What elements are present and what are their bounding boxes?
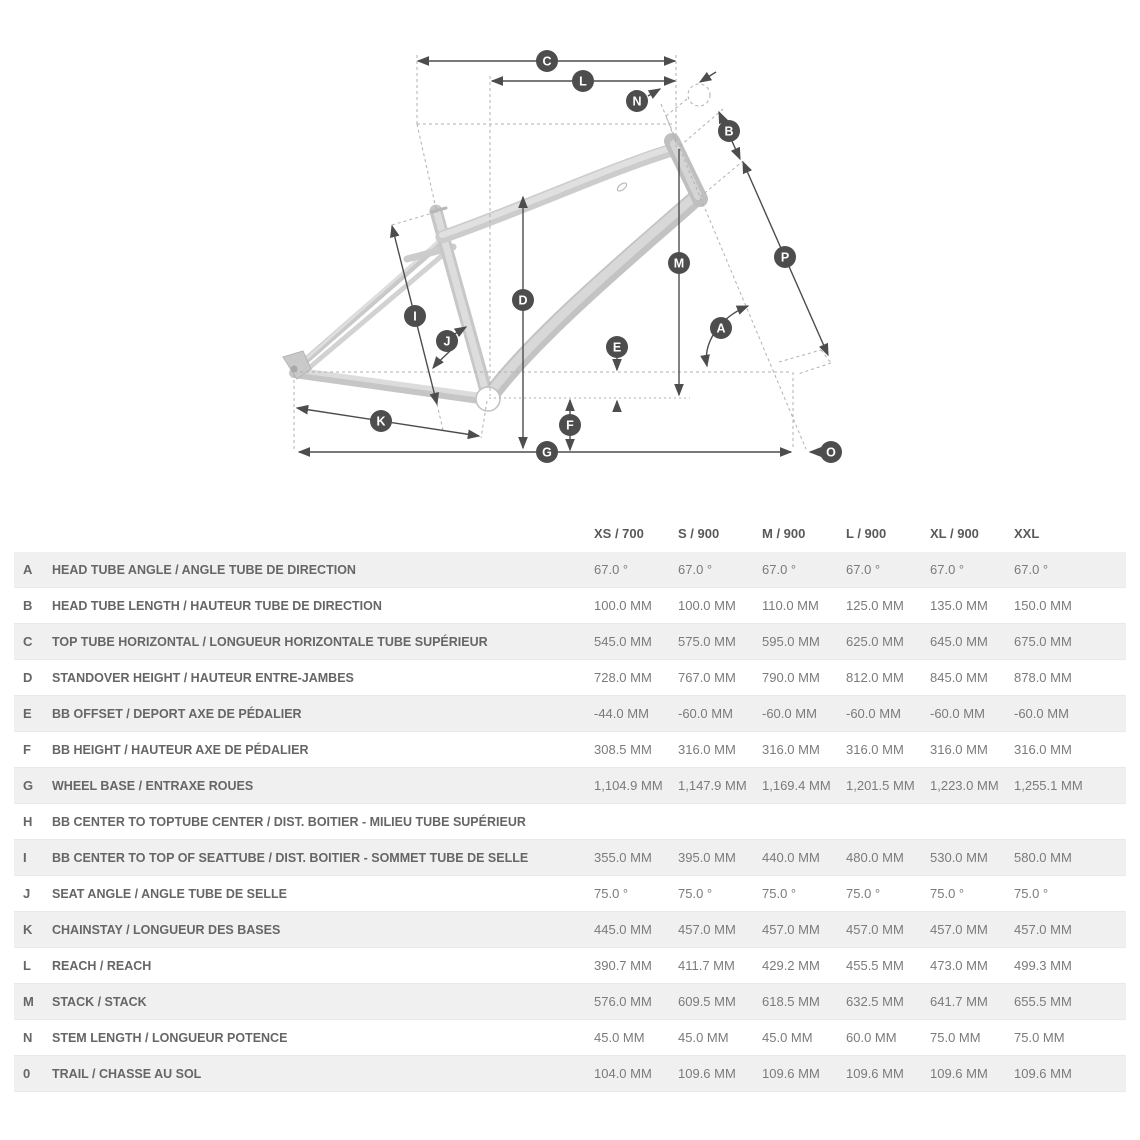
row-value: 308.5 MM xyxy=(594,742,652,757)
table-header-row xyxy=(14,513,1126,552)
row-value: 395.0 MM xyxy=(678,850,736,865)
svg-text:L: L xyxy=(579,74,587,89)
row-value: 457.0 MM xyxy=(678,922,736,937)
row-value: 530.0 MM xyxy=(930,850,988,865)
badge-d xyxy=(512,289,534,311)
row-value: 675.0 MM xyxy=(1014,634,1072,649)
svg-text:P: P xyxy=(780,250,790,265)
table-body xyxy=(14,552,1126,1092)
row-value: 545.0 MM xyxy=(594,634,652,649)
row-value: 67.0 ° xyxy=(762,562,797,577)
row-key: G xyxy=(23,778,34,793)
table-row xyxy=(14,804,1126,840)
row-value: 150.0 MM xyxy=(1014,598,1072,613)
row-value xyxy=(832,804,916,840)
row-label: CHAINSTAY / LONGUEUR DES BASES xyxy=(52,922,281,937)
row-value xyxy=(580,804,664,840)
table-row xyxy=(14,552,1126,588)
row-value: 316.0 MM xyxy=(846,742,904,757)
row-value xyxy=(1000,804,1126,840)
row-value: 878.0 MM xyxy=(1014,670,1072,685)
row-key: J xyxy=(23,886,31,901)
svg-text:D: D xyxy=(518,293,528,308)
header-spacer-key xyxy=(14,513,46,552)
row-key: B xyxy=(23,598,33,613)
header-spacer-label xyxy=(46,513,580,552)
row-value: 316.0 MM xyxy=(762,742,820,757)
row-label: TRAIL / CHASSE AU SOL xyxy=(52,1066,202,1081)
row-value xyxy=(748,804,832,840)
row-label: BB HEIGHT / HAUTEUR AXE DE PÉDALIER xyxy=(52,742,309,757)
row-value: 75.0 ° xyxy=(678,886,713,901)
svg-text:A: A xyxy=(716,321,726,336)
table-row xyxy=(14,984,1126,1020)
row-value: 109.6 MM xyxy=(846,1066,904,1081)
column-header: L / 900 xyxy=(846,526,887,541)
row-value: 1,201.5 MM xyxy=(846,778,915,793)
row-value: 104.0 MM xyxy=(594,1066,652,1081)
row-label: REACH / REACH xyxy=(52,958,152,973)
column-header: XL / 900 xyxy=(930,526,979,541)
row-value: 60.0 MM xyxy=(846,1030,897,1045)
row-value: 812.0 MM xyxy=(846,670,904,685)
cable-port xyxy=(616,181,628,192)
badge-p xyxy=(774,246,796,268)
row-value: -60.0 MM xyxy=(846,706,901,721)
row-value: 109.6 MM xyxy=(1014,1066,1072,1081)
row-value: 576.0 MM xyxy=(594,994,652,1009)
row-value: 1,104.9 MM xyxy=(594,778,663,793)
svg-text:C: C xyxy=(542,54,552,69)
row-value: 390.7 MM xyxy=(594,958,652,973)
row-value: -60.0 MM xyxy=(1014,706,1069,721)
badge-i xyxy=(404,305,426,327)
row-value: 67.0 ° xyxy=(594,562,629,577)
stem-circle xyxy=(688,84,710,106)
row-key: L xyxy=(23,958,31,973)
row-value: 445.0 MM xyxy=(594,922,652,937)
svg-text:I: I xyxy=(413,309,417,324)
badge-c xyxy=(536,50,558,72)
row-label: HEAD TUBE ANGLE / ANGLE TUBE DE DIRECTION xyxy=(52,562,356,577)
row-value: -60.0 MM xyxy=(930,706,985,721)
badge-e xyxy=(606,336,628,358)
row-value: 75.0 MM xyxy=(930,1030,981,1045)
table-row xyxy=(14,840,1126,876)
column-header: XS / 700 xyxy=(594,526,644,541)
row-value: 100.0 MM xyxy=(594,598,652,613)
row-key: 0 xyxy=(23,1066,31,1081)
svg-text:M: M xyxy=(673,256,685,271)
row-key: E xyxy=(23,706,32,721)
table-row xyxy=(14,768,1126,804)
svg-text:O: O xyxy=(826,445,836,460)
badge-l xyxy=(572,70,594,92)
row-value: 75.0 ° xyxy=(594,886,629,901)
badge-n xyxy=(626,90,648,112)
row-value: 45.0 MM xyxy=(678,1030,729,1045)
row-value: 75.0 ° xyxy=(930,886,965,901)
row-value: 67.0 ° xyxy=(930,562,965,577)
row-value: 580.0 MM xyxy=(1014,850,1072,865)
row-value: 429.2 MM xyxy=(762,958,820,973)
badge-a xyxy=(710,317,732,339)
badge-o xyxy=(820,441,842,463)
dim-arc-seat-angle xyxy=(433,349,452,368)
row-label: STACK / STACK xyxy=(52,994,147,1009)
row-value: 790.0 MM xyxy=(762,670,820,685)
row-value: 316.0 MM xyxy=(930,742,988,757)
frame-diagram-svg xyxy=(0,0,1140,505)
row-value: 1,255.1 MM xyxy=(1014,778,1083,793)
row-value: 75.0 ° xyxy=(762,886,797,901)
row-value: 440.0 MM xyxy=(762,850,820,865)
row-value: 125.0 MM xyxy=(846,598,904,613)
row-value: 609.5 MM xyxy=(678,994,736,1009)
row-value: 135.0 MM xyxy=(930,598,988,613)
row-value: 457.0 MM xyxy=(846,922,904,937)
svg-text:K: K xyxy=(376,414,386,429)
table-row xyxy=(14,732,1126,768)
svg-text:F: F xyxy=(566,418,574,433)
badge-m xyxy=(668,252,690,274)
row-value: 316.0 MM xyxy=(678,742,736,757)
svg-text:G: G xyxy=(542,445,552,460)
row-label: SEAT ANGLE / ANGLE TUBE DE SELLE xyxy=(52,886,287,901)
rear-axle xyxy=(291,366,298,373)
construction-lines xyxy=(294,55,831,450)
row-value: 109.6 MM xyxy=(930,1066,988,1081)
row-value: 67.0 ° xyxy=(1014,562,1049,577)
row-value: 1,223.0 MM xyxy=(930,778,999,793)
row-value: 1,169.4 MM xyxy=(762,778,831,793)
geometry-table xyxy=(14,513,1126,1092)
row-value xyxy=(916,804,1000,840)
badge-j xyxy=(436,330,458,352)
svg-text:B: B xyxy=(724,124,734,139)
row-value: 109.6 MM xyxy=(678,1066,736,1081)
row-value: 1,147.9 MM xyxy=(678,778,747,793)
row-value: 625.0 MM xyxy=(846,634,904,649)
row-value: 455.5 MM xyxy=(846,958,904,973)
svg-text:N: N xyxy=(632,94,642,109)
row-value: 110.0 MM xyxy=(762,598,819,613)
row-value: 457.0 MM xyxy=(1014,922,1072,937)
row-key: D xyxy=(23,670,33,685)
row-label: BB CENTER TO TOP OF SEATTUBE / DIST. BOITIER - SOMMET TUBE DE SELLE xyxy=(52,850,529,865)
row-value xyxy=(664,804,748,840)
row-value: 75.0 ° xyxy=(846,886,881,901)
table-row xyxy=(14,912,1126,948)
row-key: F xyxy=(23,742,31,757)
table-row xyxy=(14,624,1126,660)
row-key: A xyxy=(23,562,33,577)
row-value: 595.0 MM xyxy=(762,634,820,649)
row-key: I xyxy=(23,850,27,865)
row-label: STEM LENGTH / LONGUEUR POTENCE xyxy=(52,1030,288,1045)
row-value: 499.3 MM xyxy=(1014,958,1072,973)
row-label: WHEEL BASE / ENTRAXE ROUES xyxy=(52,778,254,793)
row-value: 480.0 MM xyxy=(846,850,904,865)
row-value: 845.0 MM xyxy=(930,670,988,685)
row-key: C xyxy=(23,634,33,649)
bottom-bracket xyxy=(476,387,500,411)
row-key: M xyxy=(23,994,34,1009)
row-value: 457.0 MM xyxy=(762,922,820,937)
table-row xyxy=(14,588,1126,624)
row-value: 767.0 MM xyxy=(678,670,736,685)
table-row xyxy=(14,696,1126,732)
frame-geometry-diagram xyxy=(0,0,1140,505)
column-header: XXL xyxy=(1014,526,1040,541)
table-row xyxy=(14,1056,1126,1092)
badge-g xyxy=(536,441,558,463)
row-value: 67.0 ° xyxy=(846,562,881,577)
bike-frame-illustration xyxy=(283,141,700,411)
row-value: 75.0 ° xyxy=(1014,886,1049,901)
row-value: 100.0 MM xyxy=(678,598,736,613)
row-value: 728.0 MM xyxy=(594,670,652,685)
row-value: -60.0 MM xyxy=(678,706,733,721)
row-value: 75.0 MM xyxy=(1014,1030,1065,1045)
row-value: 316.0 MM xyxy=(1014,742,1072,757)
row-key: H xyxy=(23,814,33,829)
row-label: HEAD TUBE LENGTH / HAUTEUR TUBE DE DIRECTION xyxy=(52,598,382,613)
row-key: N xyxy=(23,1030,33,1045)
row-value: 618.5 MM xyxy=(762,994,820,1009)
row-value: 109.6 MM xyxy=(762,1066,820,1081)
dimension-lines xyxy=(297,61,828,452)
row-value: 655.5 MM xyxy=(1014,994,1072,1009)
row-value: -60.0 MM xyxy=(762,706,817,721)
row-value: 473.0 MM xyxy=(930,958,988,973)
row-label: BB OFFSET / DEPORT AXE DE PÉDALIER xyxy=(52,706,302,721)
row-value: 67.0 ° xyxy=(678,562,713,577)
row-value: 355.0 MM xyxy=(594,850,652,865)
table-row xyxy=(14,948,1126,984)
svg-text:E: E xyxy=(612,340,622,355)
row-value: 45.0 MM xyxy=(762,1030,813,1045)
row-value: -44.0 MM xyxy=(594,706,649,721)
badge-b xyxy=(718,120,740,142)
svg-text:J: J xyxy=(443,334,451,349)
column-header: S / 900 xyxy=(678,526,720,541)
dim-arrow-stem-top xyxy=(700,72,716,82)
row-value: 645.0 MM xyxy=(930,634,988,649)
row-label: BB CENTER TO TOPTUBE CENTER / DIST. BOITIER - MILIEU TUBE SUPÉRIEUR xyxy=(52,814,526,829)
table-row xyxy=(14,660,1126,696)
row-value: 632.5 MM xyxy=(846,994,904,1009)
column-header: M / 900 xyxy=(762,526,806,541)
table-row xyxy=(14,876,1126,912)
row-value: 575.0 MM xyxy=(678,634,736,649)
badge-k xyxy=(370,410,392,432)
badge-f xyxy=(559,414,581,436)
row-value: 641.7 MM xyxy=(930,994,988,1009)
dim-arrow-stem xyxy=(648,89,660,96)
table-row xyxy=(14,1020,1126,1056)
row-value: 411.7 MM xyxy=(678,958,735,973)
row-key: K xyxy=(23,922,33,937)
row-label: STANDOVER HEIGHT / HAUTEUR ENTRE-JAMBES xyxy=(52,670,354,685)
row-value: 457.0 MM xyxy=(930,922,988,937)
row-value: 45.0 MM xyxy=(594,1030,645,1045)
row-label: TOP TUBE HORIZONTAL / LONGUEUR HORIZONTALE TUBE SUPÉRIEUR xyxy=(52,634,488,649)
